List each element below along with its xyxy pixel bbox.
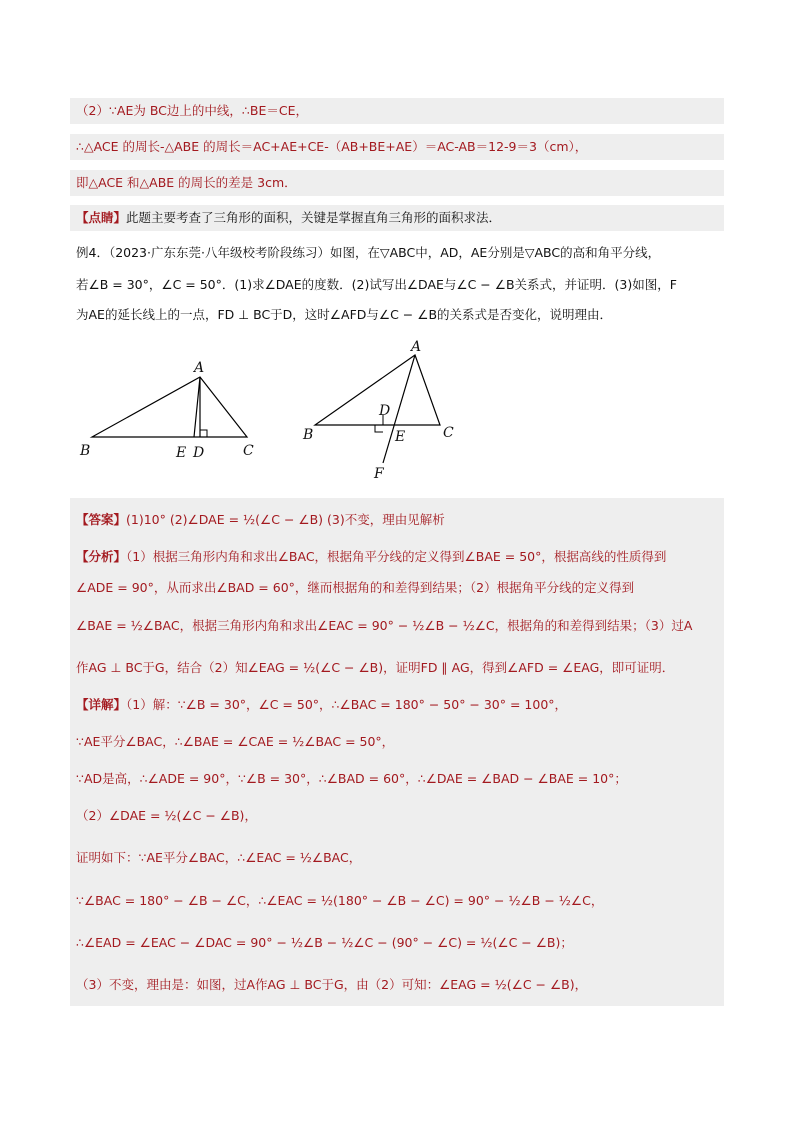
label-B: B [303,427,314,443]
text: ∠ADE = 90°，从而求出∠BAD = 60°，继而根据角的和差得到结果；（2）根据角平分线的定义得到 [76,580,635,595]
text: 此题主要考查了三角形的面积，关键是掌握直角三角形的面积求法． [126,210,502,225]
triangle-figure-1 [70,350,270,470]
answer-line [70,498,724,542]
text: ∵AE平分∠BAC，∴∠BAE = ∠CAE = ½∠BAC = 50°， [76,734,395,749]
solution-line-2 [70,134,724,160]
analysis-line-1 [70,542,724,572]
triangle-figure-2 [295,335,475,485]
detail-line-3 [70,762,724,796]
label-D: D [193,445,205,461]
analysis-line-3 [70,604,724,648]
text: ∴△ACE 的周长-△ABE 的周长＝AC+AE+CE-（AB+BE+AE）＝AC-AB＝12-9＝3（cm）， [76,139,588,154]
text: (1)10° (2)∠DAE = ½(∠C − ∠B) (3)不变，理由见解析 [126,512,445,527]
detail-line-6 [70,880,724,922]
label-C: C [443,425,454,441]
solution-line-3 [70,170,724,196]
example-line-3 [70,302,724,328]
label-C: C [243,443,254,459]
text: （2）∵AE为 BC边上的中线，∴BE＝CE， [76,103,308,118]
label-D: D [379,403,391,419]
text: 为AE的延长线上的一点，FD ⊥ BC于D，这时∠AFD与∠C − ∠B的关系式是否变化，说明理由． [76,307,613,322]
text: （1）解：∵∠B = 30°，∠C = 50°，∴∠BAC = 180° − 50° − 30° = 100°， [126,697,568,712]
detail-line-7 [70,922,724,964]
text: 即△ACE 和△ABE 的周长的差是 3cm． [76,175,297,190]
solution-line-1 [70,98,724,124]
analysis-tag: 【分析】 [76,549,127,564]
text: （3）不变，理由是：如图，过A作AG ⊥ BC于G，由（2）可知：∠EAG = ½(∠C − ∠B)， [76,977,588,992]
text: 证明如下：∵AE平分∠BAC，∴∠EAC = ½∠BAC， [76,850,362,865]
text: ∵AD是高，∴∠ADE = 90°，∵∠B = 30°，∴∠BAD = 60°，∴∠DAE = ∠BAD − ∠BAE = 10°； [76,771,627,786]
label-B: B [80,443,91,459]
analysis-line-2 [70,572,724,604]
example-line-2 [70,272,724,298]
detail-line-1 [70,688,724,722]
text: ∠BAE = ½∠BAC，根据三角形内角和求出∠EAC = 90° − ½∠B − ½∠C，根据角的和差得到结果；（3）过A [76,618,693,633]
label-E: E [395,429,406,445]
text: ∵∠BAC = 180° − ∠B − ∠C，∴∠EAC = ½(180° − ∠B − ∠C) = 90° − ½∠B − ½∠C， [76,893,604,908]
label-F: F [374,466,384,482]
example-line-1 [70,240,724,266]
analysis-line-4 [70,648,724,688]
answer-tag: 【答案】 [76,512,127,527]
label-A: A [194,360,205,376]
label-E: E [176,445,187,461]
text: 例4．（2023·广东东莞·八年级校考阶段练习）如图，在▽ABC中，AD，AE分别是▽ABC的高和角平分线， [76,245,661,260]
detail-line-2 [70,722,724,762]
detail-line-4 [70,796,724,836]
comment-line [70,205,724,231]
text: ∴∠EAD = ∠EAC − ∠DAC = 90° − ½∠B − ½∠C − (90° − ∠C) = ½(∠C − ∠B)； [76,935,573,950]
detail-line-8 [70,964,724,1006]
text: （1）根据三角形内角和求出∠BAC，根据角平分线的定义得到∠BAE = 50°，根据高线的性质得到 [126,549,667,564]
comment-tag: 【点睛】 [76,210,127,225]
detail-line-5 [70,836,724,880]
detail-tag: 【详解】 [76,697,127,712]
label-A: A [411,339,422,355]
text: （2）∠DAE = ½(∠C − ∠B)， [76,808,257,823]
text: 若∠B = 30°，∠C = 50°．(1)求∠DAE的度数．(2)试写出∠DAE与∠C − ∠B关系式，并证明．(3)如图，F [76,277,677,292]
text: 作AG ⊥ BC于G，结合（2）知∠EAG = ½(∠C − ∠B)，证明FD ∥ AG，得到∠AFD = ∠EAG，即可证明． [76,660,675,675]
